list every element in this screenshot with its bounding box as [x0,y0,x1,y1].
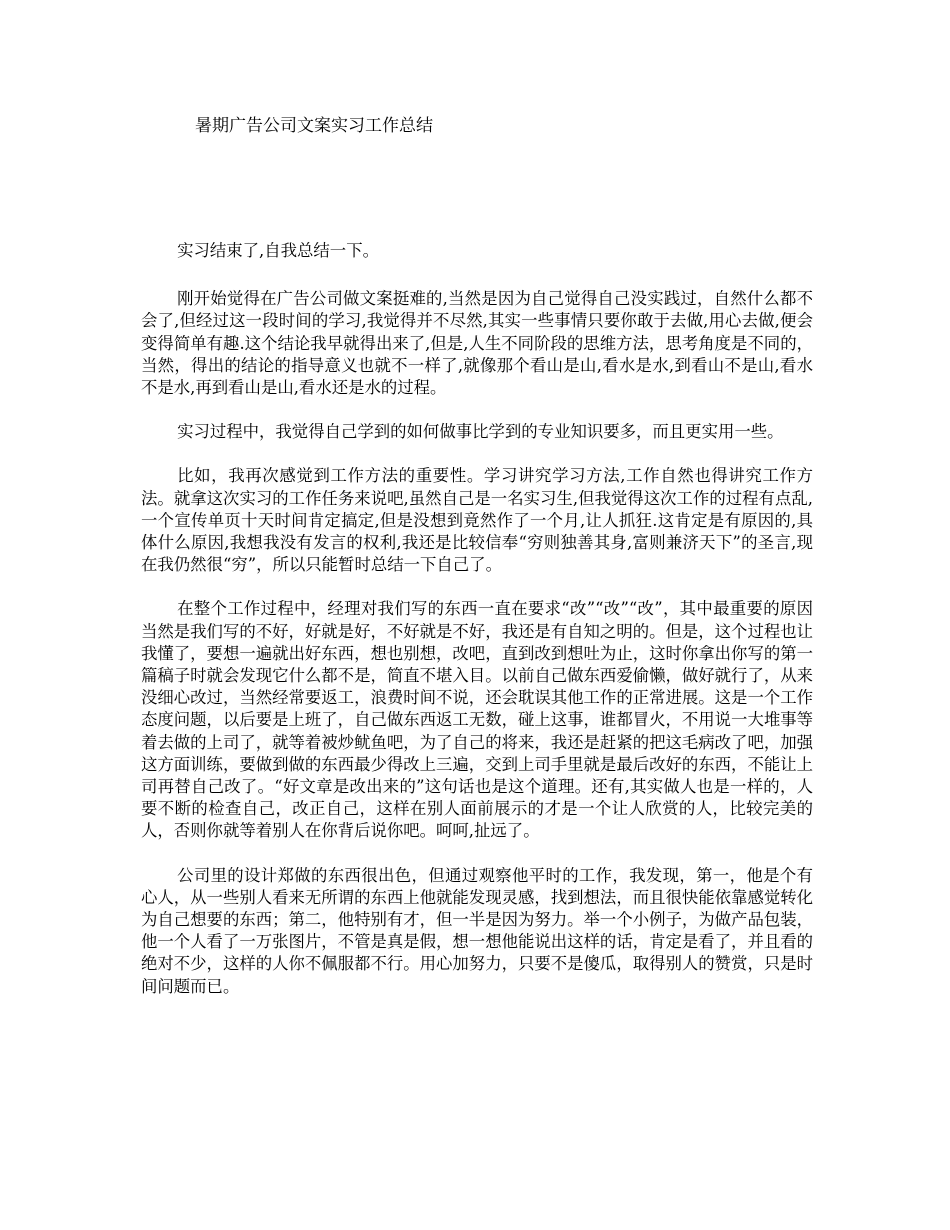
document-body [141,240,813,1020]
paragraph: 公司里的设计郑做的东西很出色，但通过观察他平时的工作，我发现，第一，他是个有心人，从一些别人看来无所谓的东西上他就能发现灵感，找到想法，而且很快能依靠感觉转化为自己想要的东西；第二，他特别有才，但一半是因为努力。举一个小例子，为做产品包装，他一个人看了一万张图片，不管是真是假，想一想他能说出这样的话，肯定是看了，并且看的绝对不少，这样的人你不佩服都不行。用心加努力，只要不是傻瓜，取得别人的赞赏，只是时间问题而已。 [141,865,814,996]
paragraph-intro: 实习结束了,自我总结一下。 [177,241,379,260]
paragraph: 实习过程中，我觉得自己学到的如何做事比学到的专业知识要多，而且更实用一些。 [177,422,784,442]
document-title: 暑期广告公司文案实习工作总结 [195,116,433,136]
paragraph: 刚开始觉得在广告公司做文案挺难的,当然是因为自己觉得自己没实践过，自然什么都不会了,但经过这一段时间的学习,我觉得并不尽然,其实一些事情只要你敢于去做,用心去做,便会变得简单有趣.这个结论我早就得出来了,但是,人生不同阶段的思维方法，思考角度是不同的，当然，得出的结论的指导意义也就不一样了,就像那个看山是山,看水是水,到看山不是山,看水不是水,再到看山是山,看水还是水的过程。 [141,289,813,398]
paragraph: 比如，我再次感觉到工作方法的重要性。学习讲究学习方法,工作自然也得讲究工作方法。就拿这次实习的工作任务来说吧,虽然自己是一名实习生,但我觉得这次工作的过程有点乱,一个宣传单页十天时间肯定搞定,但是没想到竟然作了一个月,让人抓狂.这肯定是有原因的,具体什么原因,我想我没有发言的权利,我还是比较信奉“穷则独善其身,富则兼济天下”的圣言,现在我仍然很“穷”，所以只能暂时总结一下自己了。 [141,466,813,575]
paragraph: 在整个工作过程中，经理对我们写的东西一直在要求“改”“改”“改”，其中最重要的原因当然是我们写的不好，好就是好，不好就是不好，我还是有自知之明的。但是，这个过程也让我懂了，要想一遍就出好东西，想也别想，改吧，直到改到想吐为止，这时你拿出你写的第一篇稿子时就会发现它什么都不是，简直不堪入目。以前自己做东西爱偷懒，做好就行了，从来没细心改过，当然经常要返工，浪费时间不说，还会耽误其他工作的正常进展。这是一个工作态度问题，以后要是上班了，自己做东西返工无数，碰上这事，谁都冒火，不用说一大堆事等着去做的上司了，就等着被炒鱿鱼吧，为了自己的将来，我还是赶紧的把这毛病改了吧，加强这方面训练，要做到做的东西最少得改上三遍，交到上司手里就是最后改好的东西，不能让上司再替自己改了。“好文章是改出来的”这句话也是这个道理。还有,其实做人也是一样的，人要不断的检查自己，改正自己，这样在别人面前展示的才是一个让人欣赏的人，比较完美的人，否则你就等着别人在你背后说你吧。呵呵,扯远了。 [141,599,814,841]
